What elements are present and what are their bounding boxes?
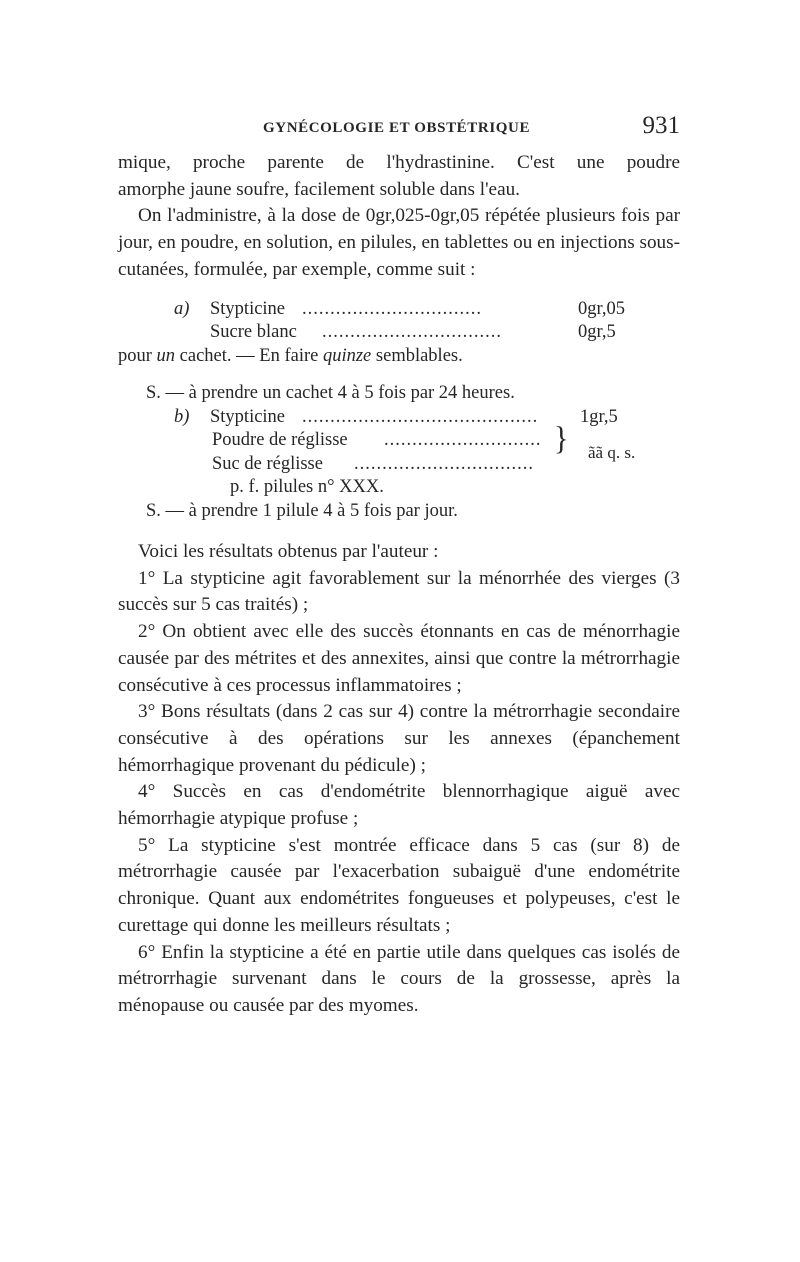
running-title: GYNÉCOLOGIE ET OBSTÉTRIQUE <box>263 120 531 136</box>
results-intro: Voici les résultats obtenus par l'auteur : <box>138 541 439 563</box>
intro-line-1: mique, proche parente de l'hydrastinine. C'est une poudre <box>118 152 680 173</box>
leader-dots: ................................ <box>322 322 502 343</box>
page-number: 931 <box>642 112 680 139</box>
formula-a-ingredient-2: Sucre blanc <box>210 322 297 343</box>
result-item: 3° Bons résultats (dans 2 cas sur 4) contre la métrorrhagie secondaire consécutive à des opérations sur les annexes (épanchement hémorrhagique provenant du pédicule) ; <box>118 701 680 776</box>
intro-line-2: amorphe jaune soufre, facilement soluble dans l'eau. <box>118 178 520 200</box>
results-section <box>118 539 680 1020</box>
formula-b-label: b) <box>174 406 190 427</box>
formula-b-qs: ãã q. s. <box>588 443 636 463</box>
formula-a-amount-2: 0gr,5 <box>578 322 616 343</box>
formula-b-ingredient-2: Poudre de réglisse <box>212 430 348 451</box>
leader-dots: .......................................... <box>302 406 539 427</box>
result-item: 5° La stypticine s'est montrée efficace dans 5 cas (sur 8) de métrorrhagie causée par l'exacerbation subaiguë d'une endométrite chronique. Quant aux endométrites fongueuses et polypeuses, c'est le curettage qui donne les meilleurs résultats ; <box>118 834 680 936</box>
formula-a-line-1 <box>118 298 680 322</box>
leader-dots: ................................ <box>302 298 482 319</box>
formula-a-text-suffix: semblables. <box>371 345 463 366</box>
formula-a-label: a) <box>174 298 190 319</box>
page-header <box>118 112 680 152</box>
result-item: 4° Succès en cas d'endométrite blennorrhagique aiguë avec hémorrhagie atypique profuse ; <box>118 781 680 830</box>
formula-b <box>118 382 680 523</box>
formula-b-line-4: p. f. pilules n° XXX. <box>230 477 384 498</box>
formula-a-italic-un: un <box>156 345 176 366</box>
formula-a <box>118 298 680 369</box>
result-item: 6° Enfin la stypticine a été en partie utile dans quelques cas isolés de métrorrhagie survenant dans le cours de la grossesse, après la ménopause ou causée par des myomes. <box>118 941 680 1016</box>
result-item: 1° La stypticine agit favorablement sur la ménorrhée des vierges (3 succès sur 5 cas traités) ; <box>118 567 680 616</box>
brace-symbol: } <box>554 420 569 457</box>
formula-a-amount-1: 0gr,05 <box>578 298 626 319</box>
formula-b-amount-1: 1gr,5 <box>580 406 618 427</box>
formula-a-ingredient-1: Stypticine <box>210 298 286 319</box>
formula-b-ingredient-3: Suc de réglisse <box>212 453 323 474</box>
formula-a-italic-quinze: quinze <box>322 345 372 366</box>
page-body <box>118 150 680 1020</box>
instruction-1: S. — à prendre un cachet 4 à 5 fois par 24 heures. <box>146 383 515 404</box>
formula-b-ingredient-1: Stypticine <box>210 406 286 427</box>
leader-dots: ................................ <box>354 453 534 474</box>
formula-a-line-3 <box>118 345 680 369</box>
leader-dots: ............................ <box>384 430 542 451</box>
formula-a-text-mid: cachet. — En faire <box>175 345 323 366</box>
instruction-2: S. — à prendre 1 pilule 4 à 5 fois par jour. <box>146 500 458 521</box>
formula-a-line-2 <box>118 321 680 345</box>
formula-b-line-1 <box>118 406 680 430</box>
intro-paragraph-2: On l'administre, à la dose de 0gr,025-0gr,05 répétée plusieurs fois par jour, en poudre, en solution, en pilules, en tablettes ou en injections sous-cutanées, formulée, par exemple, comme suit : <box>118 205 680 280</box>
formula-a-text-prefix: pour <box>118 345 157 366</box>
result-item: 2° On obtient avec elle des succès étonnants en cas de ménorrhagie causée par des métrites et des annexites, ainsi que contre la métrorrhagie consécutive à ces processus inflammatoires ; <box>118 621 680 696</box>
